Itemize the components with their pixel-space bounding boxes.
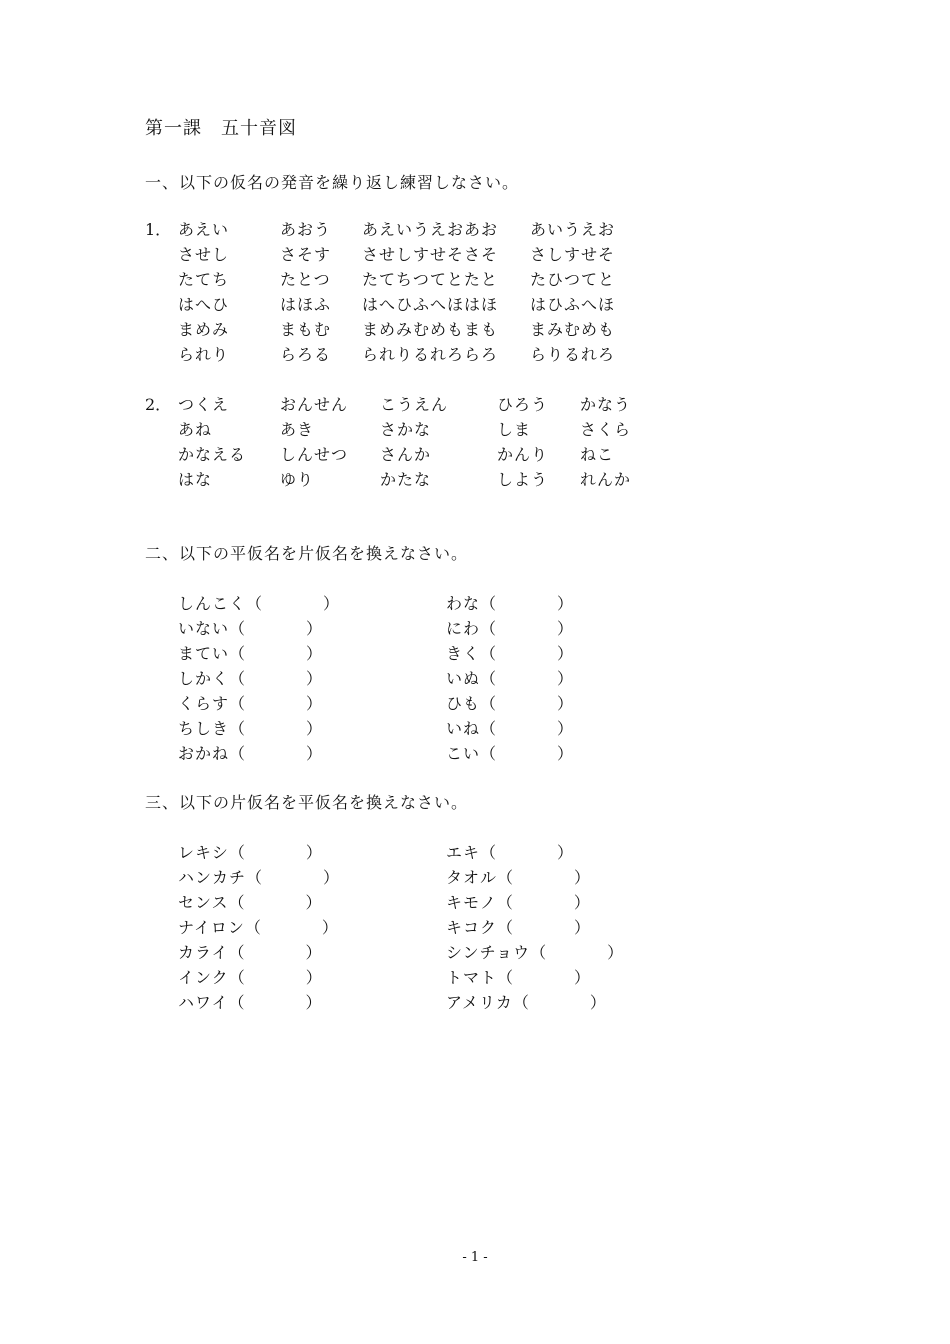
blank-close-paren: ） bbox=[306, 719, 324, 738]
drill-2-cell: かんり bbox=[497, 445, 549, 464]
drill-2-cell: しよう bbox=[497, 470, 549, 489]
drill-2-cell: つくえ bbox=[178, 395, 230, 414]
exercise-left-item bbox=[178, 890, 323, 913]
exercise-right-item bbox=[446, 965, 591, 988]
blank-close-paren: ） bbox=[306, 744, 324, 763]
blank-close-paren: ） bbox=[557, 644, 575, 663]
exercise-left-item bbox=[178, 990, 323, 1013]
blank-close-paren: ） bbox=[323, 868, 341, 887]
exercise-left-item bbox=[178, 940, 323, 963]
drill-2-cell: かなえる bbox=[178, 445, 247, 464]
drill-2-number: 2． bbox=[145, 395, 172, 414]
drill-2-cell: かたな bbox=[380, 470, 432, 489]
drill-1-cell: たてち bbox=[178, 270, 230, 289]
blank-close-paren: ） bbox=[305, 993, 323, 1012]
drill-1-cell: あえいうえおあお bbox=[362, 220, 499, 239]
exercise-word: くらす bbox=[178, 694, 230, 713]
exercise-word: レキシ bbox=[178, 843, 229, 862]
exercise-left-item bbox=[178, 915, 339, 938]
exercise-word: トマト bbox=[446, 968, 498, 987]
exercise-word: ちしき bbox=[178, 719, 230, 738]
blank-close-paren: ） bbox=[557, 719, 575, 738]
drill-2-cell: ひろう bbox=[497, 395, 549, 414]
exercise-word: しんこく bbox=[178, 594, 247, 613]
exercise-left-item bbox=[178, 591, 340, 614]
drill-1-cell: まもむ bbox=[280, 320, 332, 339]
blank-open-paren: （ bbox=[480, 744, 498, 763]
drill-1-cell: させしすせそさそ bbox=[362, 245, 499, 264]
blank-close-paren: ） bbox=[305, 843, 323, 862]
drill-2-cell: こうえん bbox=[380, 395, 449, 414]
page-title: 第一課 五十音図 bbox=[145, 118, 297, 139]
blank-close-paren: ） bbox=[323, 594, 341, 613]
exercise-word: まてい bbox=[178, 644, 230, 663]
exercise-word: センス bbox=[178, 893, 229, 912]
section-heading-1: 一、以下の仮名の発音を繰り返し練習しなさい。 bbox=[145, 173, 520, 192]
exercise-word: キコク bbox=[446, 918, 498, 937]
blank-open-paren: （ bbox=[228, 893, 246, 912]
blank-open-paren: （ bbox=[229, 644, 247, 663]
blank-open-paren: （ bbox=[228, 843, 246, 862]
blank-close-paren: ） bbox=[574, 968, 592, 987]
drill-2-cell: はな bbox=[178, 470, 213, 489]
exercise-word: ひも bbox=[446, 694, 481, 713]
exercise-right-item bbox=[446, 890, 591, 913]
exercise-word: わな bbox=[446, 594, 481, 613]
blank-open-paren: （ bbox=[246, 868, 264, 887]
blank-close-paren: ） bbox=[557, 843, 575, 862]
blank-open-paren: （ bbox=[496, 893, 514, 912]
blank-close-paren: ） bbox=[321, 918, 339, 937]
exercise-word: こい bbox=[446, 744, 481, 763]
blank-open-paren: （ bbox=[480, 669, 498, 688]
blank-close-paren: ） bbox=[305, 968, 323, 987]
exercise-left-item bbox=[178, 865, 340, 888]
exercise-right-item bbox=[446, 616, 574, 639]
blank-close-paren: ） bbox=[306, 644, 324, 663]
exercise-word: アメリカ bbox=[446, 993, 513, 1012]
drill-2-cell: れんか bbox=[580, 470, 632, 489]
drill-1-cell: はへひふへほはほ bbox=[362, 295, 499, 314]
blank-close-paren: ） bbox=[306, 694, 324, 713]
exercise-word: いぬ bbox=[446, 669, 481, 688]
blank-close-paren: ） bbox=[305, 893, 323, 912]
blank-open-paren: （ bbox=[229, 744, 247, 763]
exercise-word: きく bbox=[446, 644, 481, 663]
drill-1-cell: はほふ bbox=[280, 295, 332, 314]
blank-open-paren: （ bbox=[228, 993, 246, 1012]
exercise-right-item bbox=[446, 915, 591, 938]
drill-1-cell: さそす bbox=[280, 245, 332, 264]
exercise-right-item bbox=[446, 641, 574, 664]
blank-open-paren: （ bbox=[480, 644, 498, 663]
page-number: - 1 - bbox=[462, 1250, 488, 1265]
blank-close-paren: ） bbox=[557, 669, 575, 688]
exercise-right-item bbox=[446, 716, 574, 739]
section-heading-2: 二、以下の平仮名を片仮名を換えなさい。 bbox=[145, 544, 469, 563]
blank-close-paren: ） bbox=[557, 619, 575, 638]
blank-open-paren: （ bbox=[229, 669, 247, 688]
exercise-left-item bbox=[178, 641, 323, 664]
drill-1-cell: はひふへほ bbox=[530, 295, 616, 314]
drill-1-cell: あいうえお bbox=[530, 220, 616, 239]
blank-close-paren: ） bbox=[557, 744, 575, 763]
blank-close-paren: ） bbox=[573, 893, 591, 912]
blank-close-paren: ） bbox=[574, 868, 592, 887]
exercise-left-item bbox=[178, 616, 323, 639]
blank-open-paren: （ bbox=[480, 843, 498, 862]
drill-1-cell: たてちつてとたと bbox=[362, 270, 498, 289]
drill-1-cell: まめみむめもまも bbox=[362, 320, 499, 339]
exercise-left-item bbox=[178, 741, 323, 764]
exercise-word: しかく bbox=[178, 669, 230, 688]
blank-open-paren: （ bbox=[480, 719, 498, 738]
drill-1-cell: まみむめも bbox=[530, 320, 616, 339]
exercise-right-item bbox=[446, 840, 574, 863]
drill-2-cell: ゆり bbox=[280, 470, 315, 489]
drill-1-cell: まめみ bbox=[178, 320, 230, 339]
blank-open-paren: （ bbox=[512, 993, 530, 1012]
blank-close-paren: ） bbox=[589, 993, 607, 1012]
exercise-right-item bbox=[446, 865, 591, 888]
blank-open-paren: （ bbox=[228, 968, 246, 987]
drill-1-cell: たひつてと bbox=[530, 270, 616, 289]
drill-1-cell: らりるれろ bbox=[530, 345, 616, 364]
blank-open-paren: （ bbox=[229, 619, 247, 638]
exercise-word: ハンカチ bbox=[178, 868, 247, 887]
exercise-word: カライ bbox=[178, 943, 229, 962]
blank-open-paren: （ bbox=[497, 968, 515, 987]
blank-close-paren: ） bbox=[306, 669, 324, 688]
exercise-word: シンチョウ bbox=[446, 943, 531, 962]
drill-1-number: 1． bbox=[145, 220, 172, 239]
drill-1-cell: あおう bbox=[280, 220, 332, 239]
drill-1-cell: られりるれろらろ bbox=[362, 345, 499, 364]
drill-1-cell: られり bbox=[178, 345, 230, 364]
blank-open-paren: （ bbox=[480, 619, 498, 638]
exercise-right-item bbox=[446, 741, 574, 764]
drill-1-cell: らろる bbox=[280, 345, 332, 364]
exercise-right-item bbox=[446, 940, 624, 963]
drill-2-cell: あね bbox=[178, 420, 213, 439]
blank-open-paren: （ bbox=[244, 918, 262, 937]
exercise-left-item bbox=[178, 840, 323, 863]
drill-2-cell: しんせつ bbox=[280, 445, 349, 464]
drill-1-cell: さしすせそ bbox=[530, 245, 616, 264]
exercise-left-item bbox=[178, 691, 323, 714]
blank-open-paren: （ bbox=[530, 943, 548, 962]
drill-2-cell: あき bbox=[280, 420, 315, 439]
drill-2-cell: さんか bbox=[380, 445, 432, 464]
exercise-word: キモノ bbox=[446, 893, 497, 912]
exercise-word: インク bbox=[178, 968, 229, 987]
blank-close-paren: ） bbox=[306, 619, 324, 638]
blank-open-paren: （ bbox=[480, 594, 498, 613]
exercise-right-item bbox=[446, 591, 574, 614]
blank-open-paren: （ bbox=[229, 694, 247, 713]
exercise-word: ハワイ bbox=[178, 993, 229, 1012]
section-heading-3: 三、以下の片仮名を平仮名を換えなさい。 bbox=[145, 793, 469, 812]
exercise-right-item bbox=[446, 990, 607, 1013]
drill-1-cell: はへひ bbox=[178, 295, 230, 314]
blank-open-paren: （ bbox=[229, 719, 247, 738]
blank-open-paren: （ bbox=[228, 943, 246, 962]
blank-open-paren: （ bbox=[497, 918, 515, 937]
exercise-word: エキ bbox=[446, 843, 481, 862]
blank-close-paren: ） bbox=[557, 694, 575, 713]
exercise-word: にわ bbox=[446, 619, 481, 638]
drill-2-cell: おんせん bbox=[280, 395, 349, 414]
exercise-left-item bbox=[178, 716, 323, 739]
exercise-word: おかね bbox=[178, 744, 230, 763]
blank-close-paren: ） bbox=[574, 918, 592, 937]
blank-open-paren: （ bbox=[497, 868, 515, 887]
drill-2-cell: しま bbox=[497, 420, 532, 439]
drill-2-cell: ねこ bbox=[580, 445, 615, 464]
blank-open-paren: （ bbox=[480, 694, 498, 713]
blank-open-paren: （ bbox=[246, 594, 264, 613]
exercise-word: いない bbox=[178, 619, 230, 638]
drill-1-cell: たとつ bbox=[280, 270, 331, 289]
drill-2-cell: かなう bbox=[580, 395, 632, 414]
exercise-word: いね bbox=[446, 719, 481, 738]
drill-2-cell: さくら bbox=[580, 420, 632, 439]
exercise-left-item bbox=[178, 666, 323, 689]
drill-2-cell: さかな bbox=[380, 420, 432, 439]
blank-close-paren: ） bbox=[607, 943, 625, 962]
exercise-right-item bbox=[446, 666, 574, 689]
drill-1-cell: あえい bbox=[178, 220, 230, 239]
blank-close-paren: ） bbox=[305, 943, 323, 962]
exercise-word: タオル bbox=[446, 868, 498, 887]
exercise-right-item bbox=[446, 691, 574, 714]
blank-close-paren: ） bbox=[557, 594, 575, 613]
drill-1-cell: させし bbox=[178, 245, 230, 264]
exercise-left-item bbox=[178, 965, 323, 988]
exercise-word: ナイロン bbox=[178, 918, 245, 937]
